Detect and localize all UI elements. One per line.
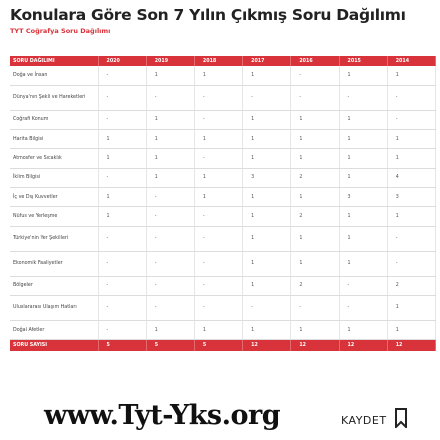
count-cell: - <box>146 187 194 206</box>
count-cell: 1 <box>146 168 194 187</box>
topic-cell: İç ve Dış Kuvvetler <box>10 187 98 206</box>
distribution-table <box>10 56 436 351</box>
topic-cell: Bölgeler <box>10 276 98 295</box>
totals-label: SORU SAYISI <box>10 340 98 351</box>
count-cell: 1 <box>339 320 387 339</box>
count-cell: - <box>194 149 242 168</box>
table-row <box>10 149 436 168</box>
totals-cell: 5 <box>146 340 194 351</box>
count-cell: - <box>339 85 387 110</box>
count-cell: - <box>98 276 146 295</box>
count-cell: 4 <box>387 168 435 187</box>
count-cell: 1 <box>98 149 146 168</box>
count-cell: 1 <box>243 149 291 168</box>
table-row <box>10 251 436 276</box>
count-cell: - <box>291 295 339 320</box>
count-cell: 1 <box>387 149 435 168</box>
site-watermark: www.Tyt-Yks.org <box>44 400 281 431</box>
topic-cell: Coğrafi Konum <box>10 110 98 129</box>
save-button-label: KAYDET <box>341 413 387 427</box>
count-cell: 3 <box>243 168 291 187</box>
count-cell: - <box>387 110 435 129</box>
count-cell: 1 <box>387 320 435 339</box>
count-cell: 1 <box>291 130 339 149</box>
count-cell: - <box>291 66 339 85</box>
count-cell: 1 <box>243 110 291 129</box>
table-row <box>10 276 436 295</box>
topic-cell: Türkiye'nin Yer Şekilleri <box>10 226 98 251</box>
count-cell: 1 <box>291 149 339 168</box>
count-cell: 1 <box>98 130 146 149</box>
count-cell: 1 <box>291 320 339 339</box>
count-cell: 1 <box>243 276 291 295</box>
count-cell: 1 <box>339 110 387 129</box>
column-header-year: 2017 <box>243 56 291 66</box>
count-cell: - <box>98 110 146 129</box>
table-row <box>10 187 436 206</box>
count-cell: - <box>194 276 242 295</box>
count-cell: 1 <box>146 149 194 168</box>
count-cell: - <box>243 85 291 110</box>
column-header-year: 2018 <box>194 56 242 66</box>
count-cell: 1 <box>243 251 291 276</box>
topic-cell: İklim Bilgisi <box>10 168 98 187</box>
totals-cell: 12 <box>339 340 387 351</box>
count-cell: 1 <box>339 168 387 187</box>
count-cell: 1 <box>387 66 435 85</box>
count-cell: 1 <box>387 295 435 320</box>
count-cell: - <box>194 110 242 129</box>
table-row <box>10 320 436 339</box>
count-cell: - <box>98 66 146 85</box>
column-header-topic: SORU DAĞILIMI <box>10 56 98 66</box>
topic-cell: Harita Bilgisi <box>10 130 98 149</box>
count-cell: 1 <box>339 130 387 149</box>
count-cell: 1 <box>387 207 435 226</box>
count-cell: - <box>194 85 242 110</box>
totals-cell: 12 <box>291 340 339 351</box>
count-cell: 1 <box>194 66 242 85</box>
count-cell: 1 <box>291 226 339 251</box>
count-cell: - <box>146 295 194 320</box>
count-cell: - <box>387 251 435 276</box>
count-cell: 1 <box>194 187 242 206</box>
column-header-year: 2014 <box>387 56 435 66</box>
count-cell: 1 <box>146 130 194 149</box>
count-cell: - <box>194 207 242 226</box>
topic-cell: Ekonomik Faaliyetler <box>10 251 98 276</box>
totals-cell: 12 <box>387 340 435 351</box>
count-cell: - <box>194 295 242 320</box>
count-cell: - <box>98 320 146 339</box>
count-cell: - <box>98 85 146 110</box>
table-header-row <box>10 56 436 66</box>
table-row <box>10 110 436 129</box>
column-header-year: 2019 <box>146 56 194 66</box>
count-cell: 2 <box>387 276 435 295</box>
topic-cell: Atmosfer ve Sıcaklık <box>10 149 98 168</box>
count-cell: - <box>98 226 146 251</box>
count-cell: 1 <box>194 320 242 339</box>
count-cell: 1 <box>146 320 194 339</box>
count-cell: 2 <box>291 168 339 187</box>
count-cell: 1 <box>243 207 291 226</box>
count-cell: 1 <box>339 149 387 168</box>
count-cell: 1 <box>243 130 291 149</box>
count-cell: 1 <box>339 251 387 276</box>
count-cell: - <box>146 276 194 295</box>
count-cell: 1 <box>243 187 291 206</box>
count-cell: 1 <box>339 226 387 251</box>
column-header-year: 2015 <box>339 56 387 66</box>
count-cell: 1 <box>291 110 339 129</box>
topic-cell: Uluslararası Ulaşım Hatları <box>10 295 98 320</box>
footer-bar <box>0 400 440 440</box>
count-cell: - <box>98 251 146 276</box>
count-cell: - <box>146 226 194 251</box>
count-cell: 1 <box>146 66 194 85</box>
topic-cell: Doğal Afetler <box>10 320 98 339</box>
count-cell: 1 <box>339 207 387 226</box>
bookmark-icon <box>395 408 407 432</box>
count-cell: 1 <box>387 130 435 149</box>
page-header <box>10 6 434 35</box>
count-cell: 1 <box>291 251 339 276</box>
count-cell: 1 <box>291 187 339 206</box>
page-title: Konulara Göre Son 7 Yılın Çıkmış Soru Dağılımı <box>10 6 406 24</box>
distribution-table-container <box>10 56 436 351</box>
count-cell: - <box>243 295 291 320</box>
count-cell: - <box>194 226 242 251</box>
table-row <box>10 168 436 187</box>
topic-cell: Nüfus ve Yerleşme <box>10 207 98 226</box>
table-row <box>10 207 436 226</box>
count-cell: - <box>387 85 435 110</box>
table-row <box>10 130 436 149</box>
count-cell: 1 <box>98 207 146 226</box>
count-cell: 3 <box>339 187 387 206</box>
table-row <box>10 85 436 110</box>
count-cell: 1 <box>243 66 291 85</box>
table-row <box>10 226 436 251</box>
count-cell: 3 <box>387 187 435 206</box>
totals-cell: 5 <box>194 340 242 351</box>
count-cell: 1 <box>98 187 146 206</box>
count-cell: - <box>146 85 194 110</box>
count-cell: - <box>98 168 146 187</box>
totals-cell: 12 <box>243 340 291 351</box>
count-cell: 1 <box>243 320 291 339</box>
table-row <box>10 66 436 85</box>
count-cell: - <box>339 276 387 295</box>
save-button[interactable] <box>341 408 407 432</box>
count-cell: 1 <box>194 130 242 149</box>
topic-cell: Doğa ve İnsan <box>10 66 98 85</box>
count-cell: 1 <box>194 168 242 187</box>
count-cell: 1 <box>339 66 387 85</box>
count-cell: 2 <box>291 276 339 295</box>
count-cell: - <box>387 226 435 251</box>
count-cell: 1 <box>146 110 194 129</box>
table-body <box>10 66 436 340</box>
table-row <box>10 295 436 320</box>
topic-cell: Dünya'nın Şekli ve Hareketleri <box>10 85 98 110</box>
count-cell: 2 <box>291 207 339 226</box>
column-header-year: 2020 <box>98 56 146 66</box>
totals-row <box>10 340 436 351</box>
count-cell: - <box>291 85 339 110</box>
count-cell: - <box>194 251 242 276</box>
totals-cell: 5 <box>98 340 146 351</box>
count-cell: - <box>98 295 146 320</box>
count-cell: - <box>146 207 194 226</box>
count-cell: - <box>146 251 194 276</box>
page-subtitle: TYT Coğrafya Soru Dağılımı <box>10 27 111 35</box>
count-cell: - <box>339 295 387 320</box>
count-cell: 1 <box>243 226 291 251</box>
column-header-year: 2016 <box>291 56 339 66</box>
